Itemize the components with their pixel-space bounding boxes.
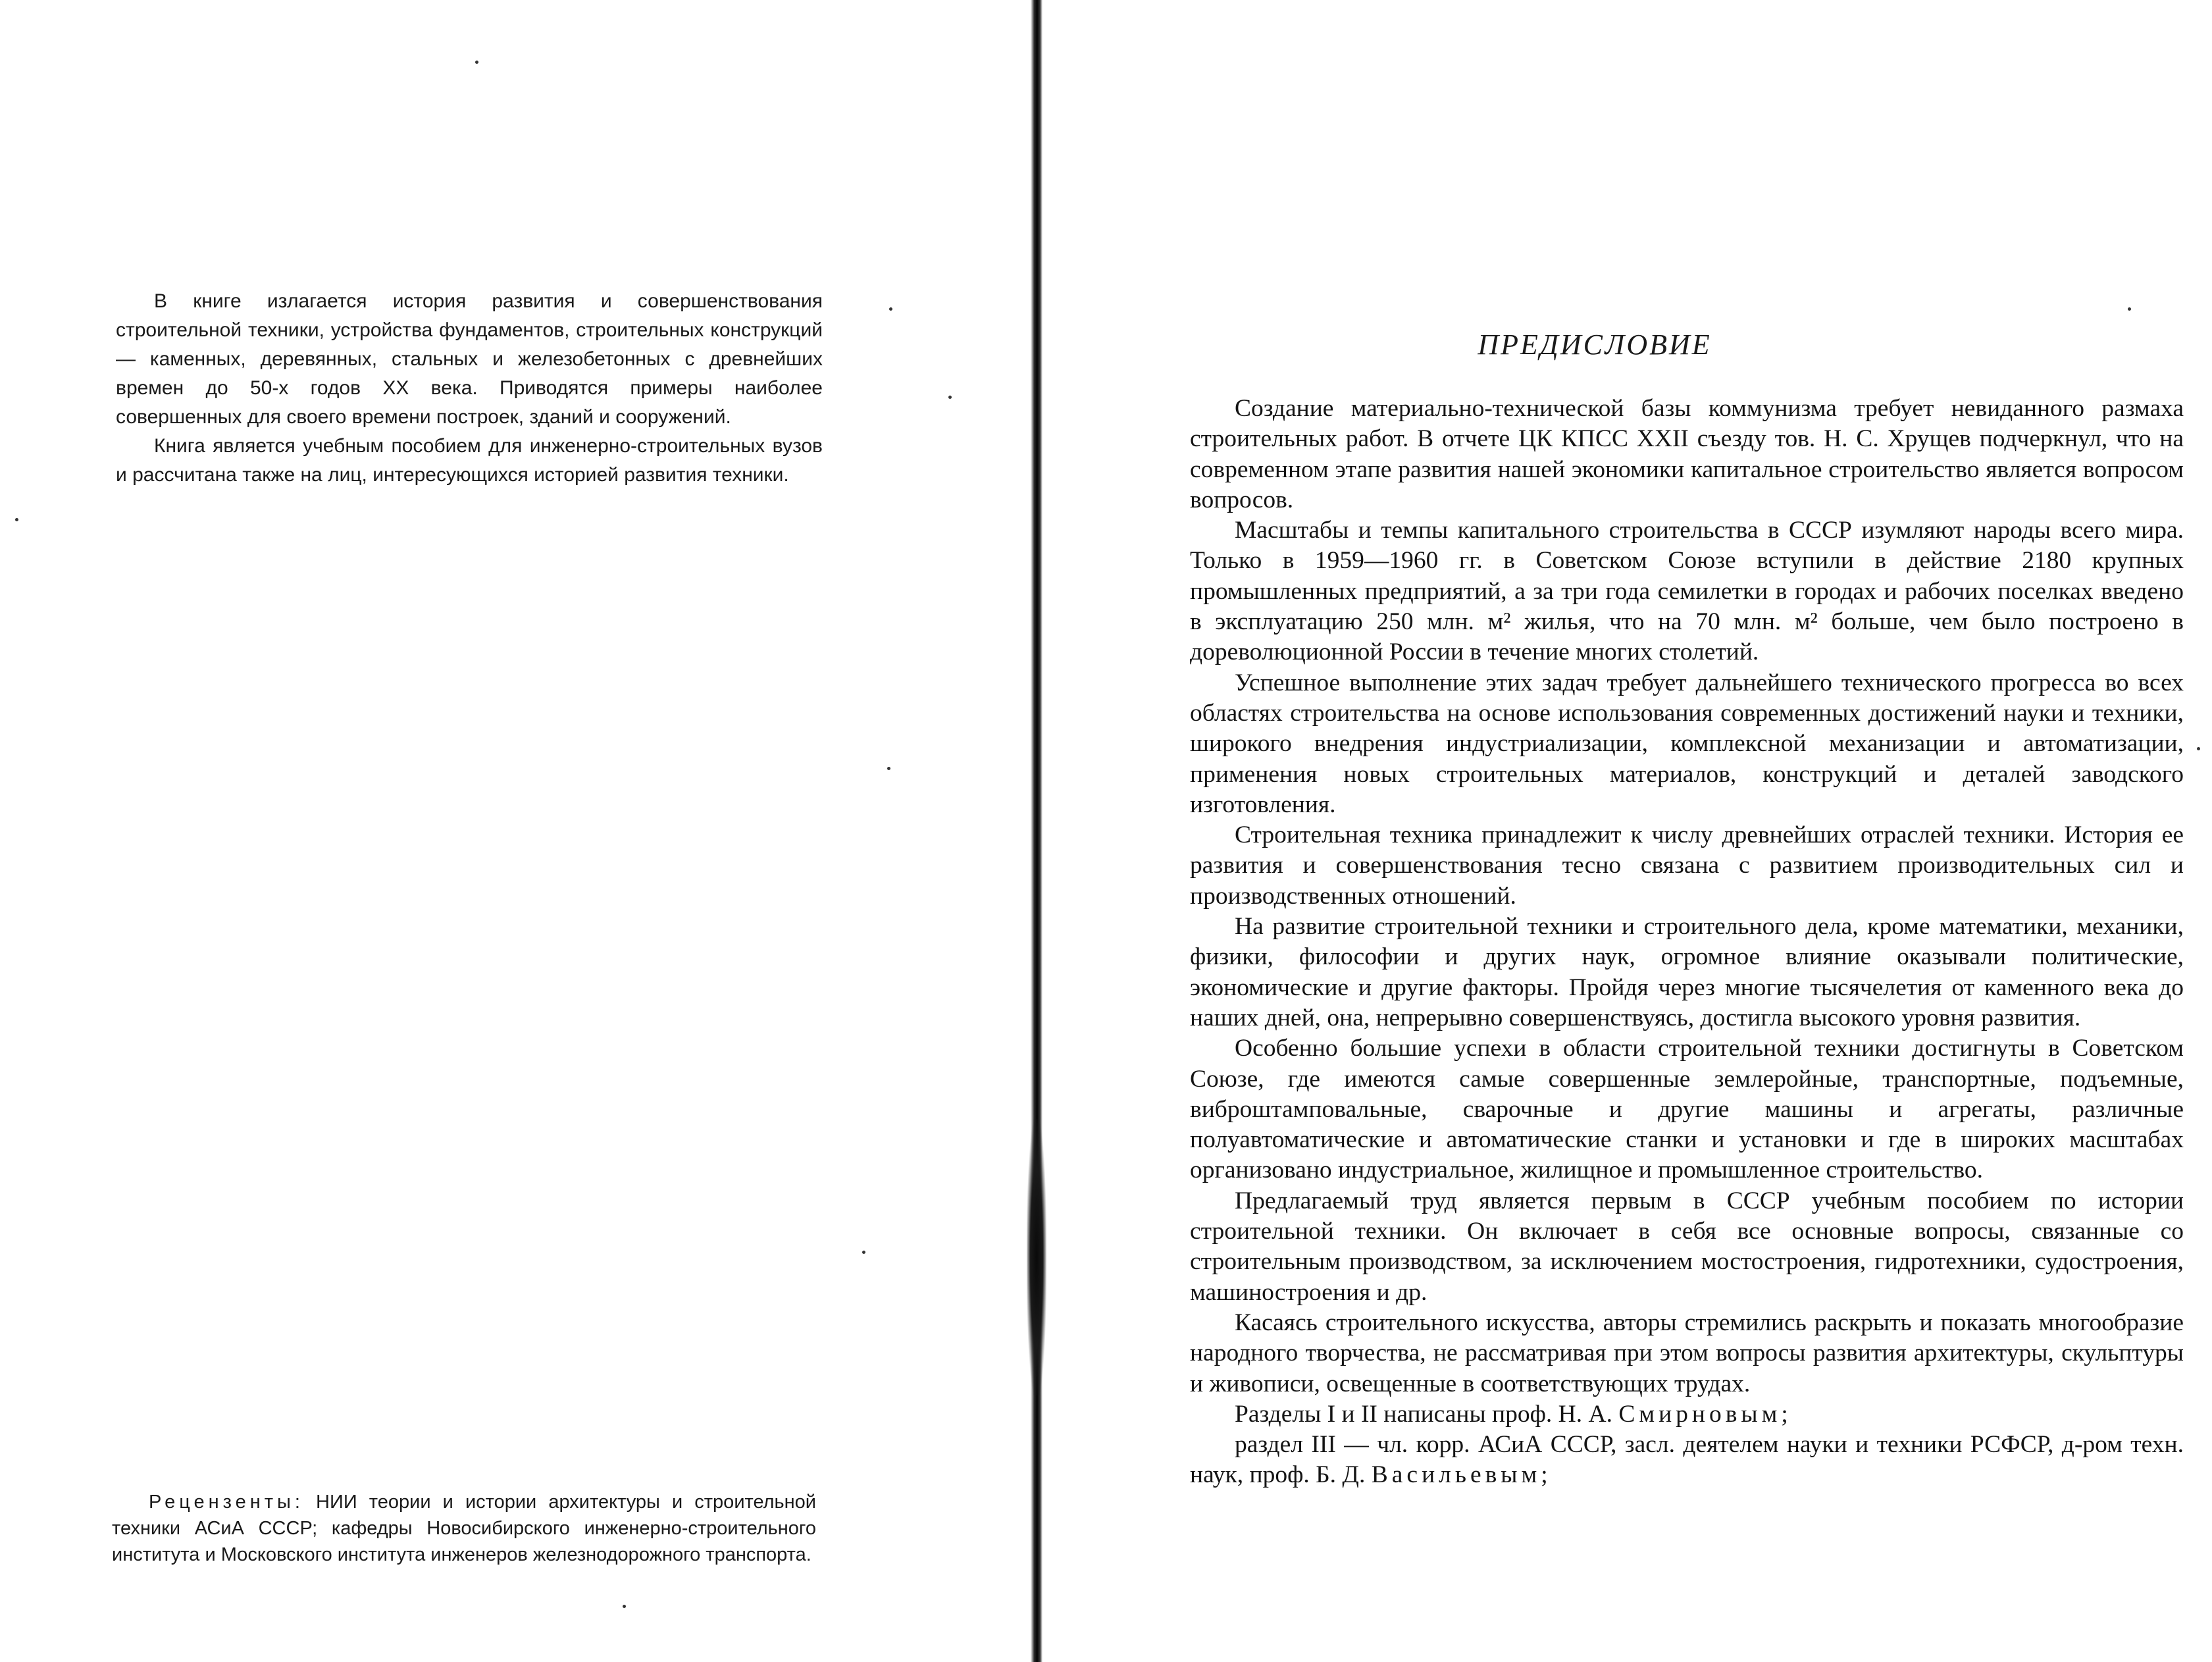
print-speck — [623, 1605, 626, 1608]
preface-paragraph: Особенно большие успехи в области строительной техники достигнуты в Советском Союзе, где имеются самые совершенные землеройные, транспортные, подъемные, виброштамповальные, сварочные и другие машины и агрегаты, различные полуавтоматические и автоматические станки и установки и где в широких масштабах организовано индустриальное, жилищное и промышленное строительство. — [1190, 1035, 2184, 1184]
reviewers-note — [112, 1489, 816, 1568]
print-speck — [948, 396, 952, 399]
author-name: Васильевым — [1371, 1461, 1541, 1489]
left-page — [0, 0, 1027, 1662]
book-binding — [1031, 0, 1042, 1662]
credits-prefix: раздел III — чл. корр. АСиА СССР, засл. деятелем науки и техники РСФСР, д-ром техн. наук, проф. Б. Д. — [1190, 1431, 2184, 1489]
credits-suffix: ; — [1781, 1400, 1788, 1428]
credits-suffix: ; — [1541, 1461, 1548, 1489]
credits-line — [1190, 1430, 2184, 1491]
print-speck — [862, 1251, 865, 1254]
preface-paragraph: Создание материально-технической базы коммунизма требует невиданного размаха строительных работ. В отчете ЦК КПСС XXII съезду тов. Н. С. Хрущев подчеркнул, что на современном этапе развития нашей экономики капитальное строительство является вопросом вопросов. — [1190, 395, 2184, 513]
reviewers-label: Рецензенты: — [149, 1492, 304, 1513]
binding-shadow — [1027, 1119, 1046, 1395]
credits-line — [1190, 1399, 2184, 1430]
print-speck — [887, 767, 890, 770]
preface-paragraph: На развитие строительной техники и строительного дела, кроме математики, механики, физики, философии и других наук, огромное влияние оказывали политические, экономические и другие факторы. Пройдя через многие тысячелетия от каменного века до наших дней, она, непрерывно совершенствуясь, достигла высокого уровня развития. — [1190, 913, 2184, 1031]
preface-title: ПРЕДИСЛОВИЕ — [1478, 328, 1712, 361]
annotation-paragraph: В книге излагается история развития и совершенствования строительной техники, устройства фундаментов, строительных конструкций — каменных, деревянных, стальных и железобетонных с древнейших времен до 50-х годов XX века. Приводятся примеры наиболее совершенных для своего времени построек, зданий и сооружений. — [116, 290, 823, 428]
print-speck — [475, 61, 478, 64]
author-name: Смирновым — [1618, 1400, 1782, 1428]
preface-paragraph: Касаясь строительного искусства, авторы стремились раскрыть и показать многообразие народного творчества, не рассматривая при этом вопросы развития архитектуры, скульптуры и живописи, освещенные в соответствующих трудах. — [1190, 1309, 2184, 1397]
preface-body — [1190, 394, 2184, 1491]
book-annotation — [116, 287, 823, 490]
preface-paragraph: Успешное выполнение этих задач требует дальнейшего технического прогресса во всех областях строительства на основе использования современных достижений науки и техники, широкого внедрения индустриализации, комплексной механизации и автоматизации, применения новых строительных материалов, конструкций и деталей заводского изготовления. — [1190, 669, 2184, 818]
reviewers-paragraph — [112, 1489, 816, 1568]
preface-paragraph: Строительная техника принадлежит к числу древнейших отраслей техники. История ее развития и совершенствования тесно связана с развитием производительных сил и производственных отношений. — [1190, 821, 2184, 910]
print-speck — [15, 518, 18, 521]
print-speck — [889, 307, 892, 311]
preface-paragraph: Предлагаемый труд является первым в СССР учебным пособием по истории строительной техники. Он включает в себя все основные вопросы, связанные со строительным производством, за исключением мостостроения, гидротехники, судостроения, машиностроения и др. — [1190, 1187, 2184, 1306]
annotation-paragraph: Книга является учебным пособием для инженерно-строительных вузов и рассчитана также на лиц, интересующихся историей развития техники. — [116, 435, 823, 486]
reviewers-text: НИИ теории и истории архитектуры и строительной техники АСиА СССР; кафедры Новосибирского инженерно-строительного института и Московского института инженеров железнодорожного транспорта. — [112, 1492, 817, 1565]
preface-paragraph: Масштабы и темпы капитального строительства в СССР изумляют народы всего мира. Только в 1959—1960 гг. в Советском Союзе вступили в действие 2180 крупных промышленных предприятий, а за три года семилетки в городах и рабочих поселках введено в эксплуатацию 250 млн. м² жилья, что на 70 млн. м² больше, чем было построено в дореволюционной России в течение многих столетий. — [1190, 517, 2184, 666]
credits-prefix: Разделы I и II написаны проф. Н. А. — [1235, 1400, 1612, 1428]
